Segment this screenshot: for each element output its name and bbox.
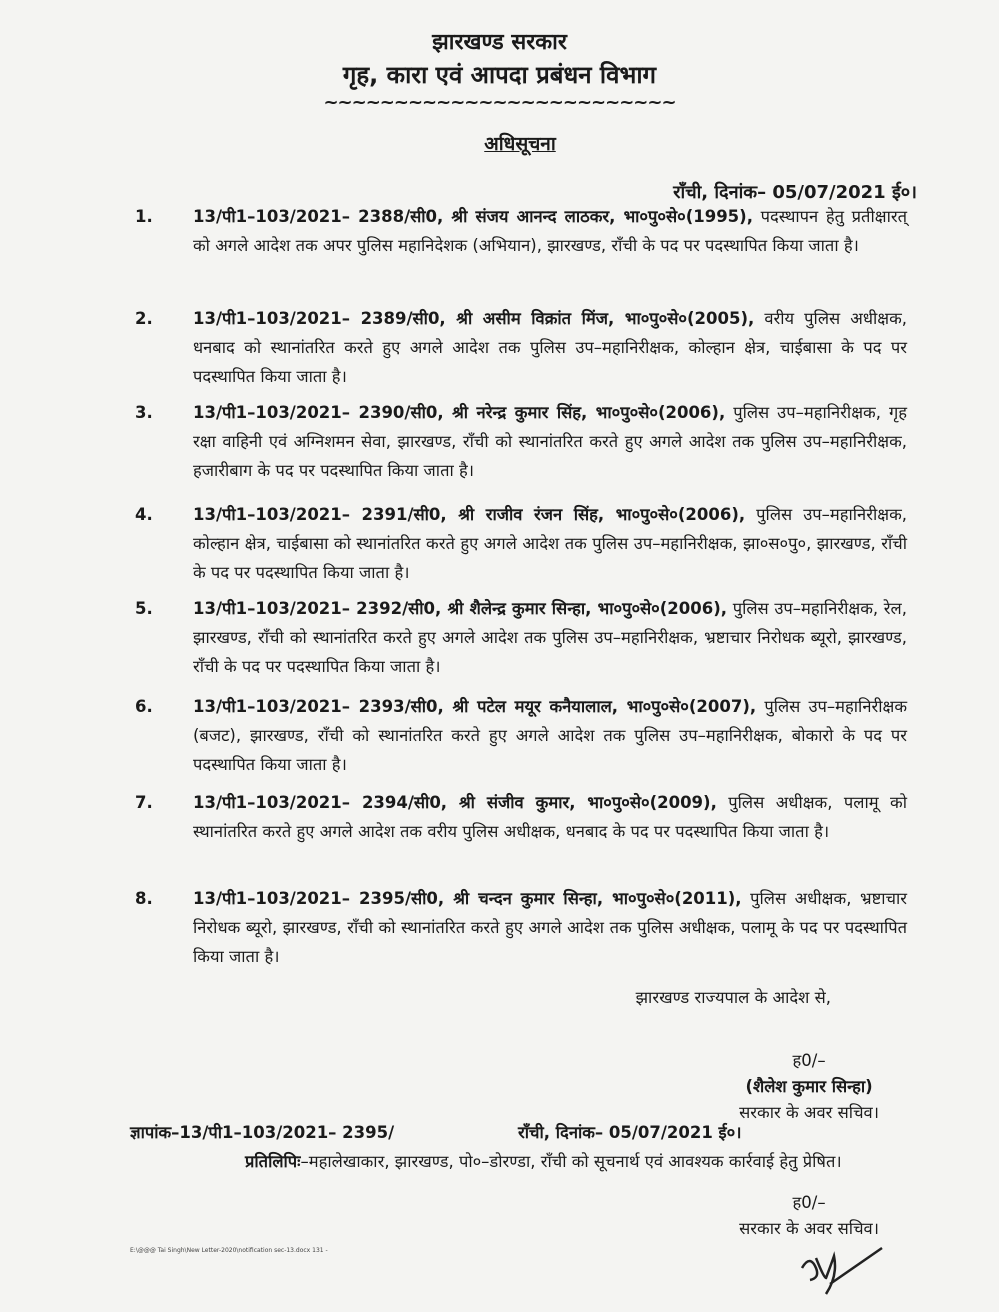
item-body: पदस्थापन हेतु प्रतीक्षारत् को अगले आदेश तक अपर पुलिस महानिदेशक (अभियान), झारखण्ड, राँची के पद पर पदस्थापित किया जाता है। — [193, 207, 907, 255]
item-number: 4. — [135, 505, 153, 524]
copy-text: –महालेखाकार, झारखण्ड, पो०–डोरण्डा, राँची को सूचनार्थ एवं आवश्यक कार्रवाई हेतु प्रेषित। — [300, 1152, 842, 1171]
item-body: पुलिस अधीक्षक, पलामू को स्थानांतरित करते हुए अगले आदेश तक वरीय पुलिस अधीक्षक, धनबाद के पद पर पदस्थापित किया जाता है। — [193, 793, 907, 841]
list-item — [135, 594, 907, 681]
item-number: 6. — [135, 697, 153, 716]
item-body: पुलिस अधीक्षक, भ्रष्टाचार निरोधक ब्यूरो, झारखण्ड, राँची को स्थानांतरित करते हुए अगले आदेश तक पुलिस अधीक्षक, पलामू के पद पर पदस्थापित किया जाता है। — [193, 889, 907, 966]
item-number: 3. — [135, 403, 153, 422]
government-heading: झारखण्ड सरकार — [432, 30, 567, 55]
signed-mark: ह0/– — [792, 1051, 826, 1070]
item-reference: 13/पी1–103/2021– 2388/सी0, श्री संजय आनन्द लाठकर, भा०पु०से०(1995), — [193, 207, 753, 226]
signature-block-2 — [739, 1190, 879, 1242]
department-heading: गृह, कारा एवं आपदा प्रबंधन विभाग — [342, 61, 657, 89]
list-item — [135, 398, 907, 485]
place-date: राँची, दिनांक– 05/07/2021 ई०। — [673, 182, 917, 203]
list-item — [135, 202, 907, 260]
item-number: 8. — [135, 889, 153, 908]
document-title: अधिसूचना — [484, 133, 556, 155]
signed-mark: ह0/– — [792, 1193, 826, 1212]
item-body: वरीय पुलिस अधीक्षक, धनबाद को स्थानांतरित करते हुए अगले आदेश तक पुलिस उप–महानिरीक्षक, कोल्हान क्षेत्र, चाईबासा के पद पर पदस्थापित किया जाता है। — [193, 309, 907, 386]
handwritten-initials — [790, 1240, 890, 1300]
memo-place-date: राँची, दिनांक– 05/07/2021 ई०। — [518, 1123, 742, 1142]
copy-to — [130, 1147, 910, 1177]
item-number: 2. — [135, 309, 153, 328]
list-item — [135, 500, 907, 587]
item-number: 7. — [135, 793, 153, 812]
order-line: झारखण्ड राज्यपाल के आदेश से, — [635, 988, 831, 1007]
item-body: पुलिस उप–महानिरीक्षक (बजट), झारखण्ड, राँची को स्थानांतरित करते हुए अगले आदेश तक पुलिस उप–महानिरीक्षक, बोकारो के पद पर पदस्थापित किया जाता है। — [193, 697, 907, 774]
item-reference: 13/पी1–103/2021– 2394/सी0, श्री संजीव कुमार, भा०पु०से०(2009), — [193, 793, 717, 812]
item-reference: 13/पी1–103/2021– 2389/सी0, श्री असीम विक्रांत मिंज, भा०पु०से०(2005), — [193, 309, 755, 328]
copy-label: प्रतिलिपिः — [245, 1152, 301, 1171]
memo-number: ज्ञापांक–13/पी1–103/2021– 2395/ — [130, 1123, 395, 1142]
item-number: 5. — [135, 599, 153, 618]
list-item — [135, 788, 907, 846]
item-body: पुलिस उप–महानिरीक्षक, रेल, झारखण्ड, राँची को स्थानांतरित करते हुए अगले आदेश तक पुलिस उप–महानिरीक्षक, भ्रष्टाचार निरोधक ब्यूरो, झारखण्ड, राँची के पद पर पदस्थापित किया जाता है। — [193, 599, 907, 676]
file-path: E:\@@@ Tai Singh\New Letter-2020\notification sec-13.docx 131 - — [130, 1247, 328, 1254]
signatory-designation: सरकार के अवर सचिव। — [739, 1219, 879, 1238]
item-number: 1. — [135, 207, 153, 226]
list-item — [135, 692, 907, 779]
item-reference: 13/पी1–103/2021– 2392/सी0, श्री शैलेन्द्र कुमार सिन्हा, भा०पु०से०(2006), — [193, 599, 728, 618]
item-body: पुलिस उप–महानिरीक्षक, कोल्हान क्षेत्र, चाईबासा को स्थानांतरित करते हुए अगले आदेश तक पुलिस उप–महानिरीक्षक, झा०स०पु०, झारखण्ड, राँची के पद पर पदस्थापित किया जाता है। — [193, 505, 907, 582]
item-reference: 13/पी1–103/2021– 2391/सी0, श्री राजीव रंजन सिंह, भा०पु०से०(2006), — [193, 505, 746, 524]
signatory-designation: सरकार के अवर सचिव। — [739, 1103, 879, 1122]
item-reference: 13/पी1–103/2021– 2395/सी0, श्री चन्दन कुमार सिन्हा, भा०पु०से०(2011), — [193, 889, 742, 908]
item-body: पुलिस उप–महानिरीक्षक, गृह रक्षा वाहिनी एवं अग्निशमन सेवा, झारखण्ड, राँची को स्थानांतरित करते हुए अगले आदेश तक पुलिस उप–महानिरीक्षक, हजारीबाग के पद पर पदस्थापित किया जाता है। — [193, 403, 907, 480]
list-item — [135, 884, 907, 971]
list-item — [135, 304, 907, 391]
separator: ~~~~~~~~~~~~~~~~~~~~~~~~~ — [323, 92, 676, 113]
item-reference: 13/पी1–103/2021– 2393/सी0, श्री पटेल मयूर कनैयालाल, भा०पु०से०(2007), — [193, 697, 757, 716]
signatory-name: (शैलेश कुमार सिन्हा) — [745, 1077, 873, 1096]
signature-block — [739, 1048, 879, 1126]
item-reference: 13/पी1–103/2021– 2390/सी0, श्री नरेन्द्र कुमार सिंह, भा०पु०से०(2006), — [193, 403, 726, 422]
